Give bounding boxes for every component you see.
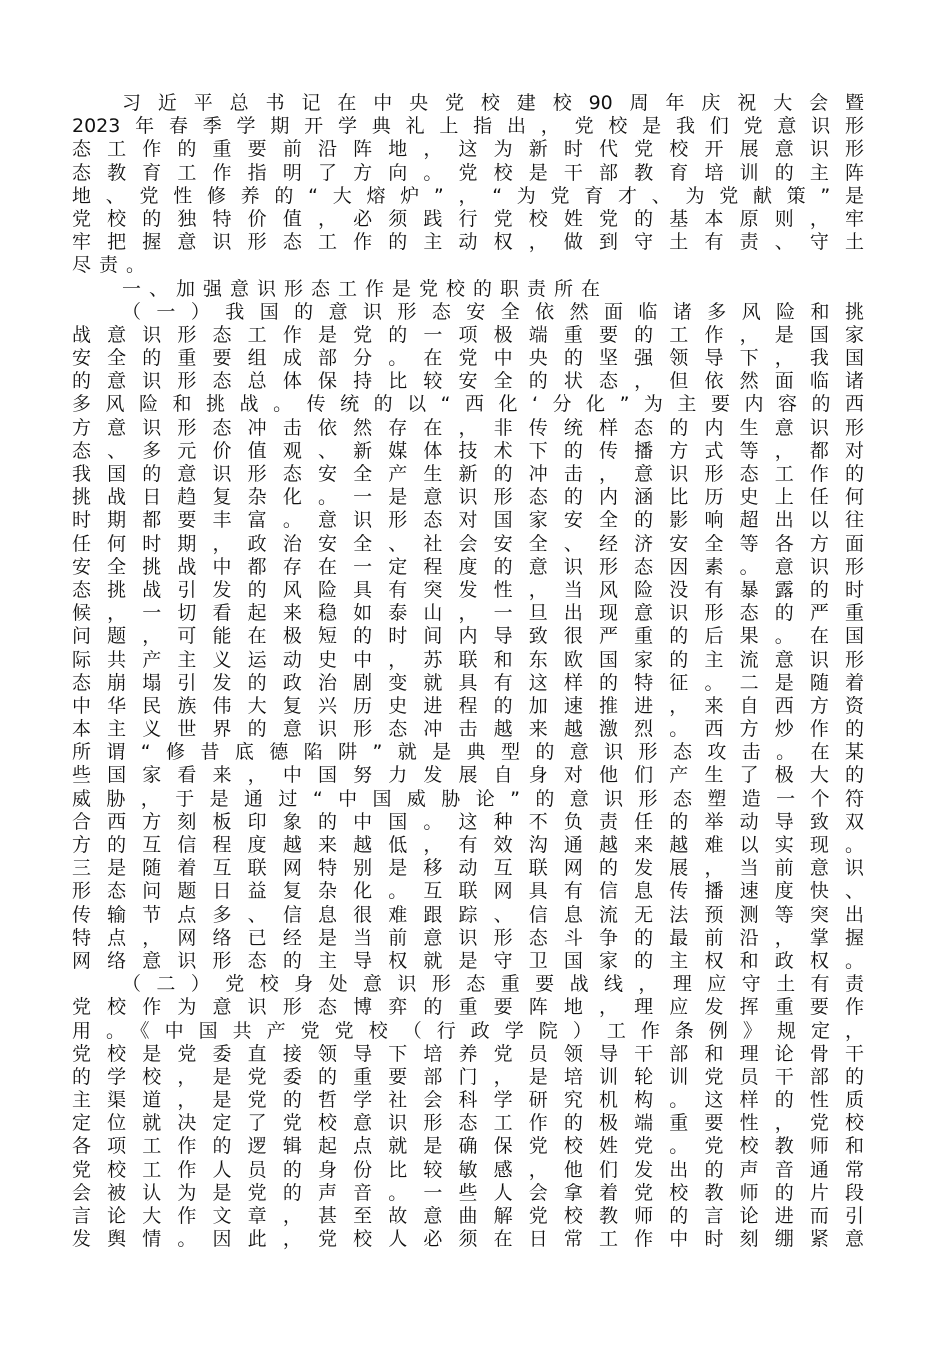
paragraph-line: 问题，可能在极短的时间内导致很严重的后果。在国: [72, 625, 864, 648]
paragraph-line: 安全挑战中都存在一定程度的意识形态因素。意识形: [72, 555, 864, 578]
paragraph-line: 本主义世界的意识形态冲击越来越激烈。西方炒作的: [72, 718, 864, 741]
paragraph-line: 态教育工作指明了方向。党校是干部教育培训的主阵: [72, 161, 864, 184]
paragraph-line: 态挑战引发的风险具有突发性，当风险没有暴露的时: [72, 578, 864, 601]
paragraph-line: 党校的独特价值，必须践行党校姓党的基本原则，牢: [72, 207, 864, 230]
paragraph-line: 用。《中国共产党党校（行政学院）工作条例》规定，: [72, 1019, 864, 1042]
paragraph-line: 主渠道，是党的哲学社会科学研究机构。这样的性质: [72, 1089, 864, 1112]
paragraph-line: 会被认为是党的声音。一些人会拿着党校教师的片段: [72, 1181, 864, 1204]
paragraph-line: 安全的重要组成部分。在党中央的坚强领导下，我国: [72, 347, 864, 370]
paragraph-line: 时期都要丰富。意识形态对国家安全的影响超出以往: [72, 509, 864, 532]
paragraph-line: 方意识形态冲击依然存在，非传统样态的内生意识形: [72, 416, 864, 439]
paragraph-line: 党校是党委直接领导下培养党员领导干部和理论骨干: [72, 1042, 864, 1065]
paragraph-line: 威胁，于是通过“中国威胁论”的意识形态塑造一个符: [72, 787, 864, 810]
paragraph-line: 各项工作的逻辑起点就是确保党校姓党。党校教师和: [72, 1135, 864, 1158]
paragraph-line: 的学校，是党委的重要部门，是培训轮训党员干部的: [72, 1065, 864, 1088]
paragraph-line: 中华民族伟大复兴历史进程的加速推进，来自西方资: [72, 694, 864, 717]
paragraph-line: 牢把握意识形态工作的主动权，做到守土有责、守土: [72, 231, 864, 254]
paragraph-line: 任何时期，政治安全、社会安全、经济安全等各方面: [72, 532, 864, 555]
paragraph-line: 2023年春季学期开学典礼上指出，党校是我们党意识形: [72, 115, 864, 138]
paragraph-line: 习近平总书记在中央党校建校90周年庆祝大会暨: [122, 92, 864, 114]
paragraph-line: 尽责。: [72, 254, 154, 277]
document-body: [72, 92, 864, 1251]
paragraph-line: 地、党性修养的“大熔炉”，“为党育才、为党献策”是: [72, 184, 864, 207]
paragraph-line: 态、多元价值观、新媒体技术下的传播方式等，都对: [72, 439, 864, 462]
paragraph-line: 多风险和挑战。传统的以“西化‘分化”为主要内容的西: [72, 393, 864, 416]
paragraph-line: 言论大作文章，甚至故意曲解党校教师的言论进而引: [72, 1205, 864, 1227]
paragraph-line: 发舆情。因此，党校人必须在日常工作中时刻绷紧意: [72, 1228, 864, 1251]
paragraph-line: 态崩塌引发的政治剧变就具有这样的特征。二是随着: [72, 671, 864, 694]
paragraph-line: 形态问题日益复杂化。互联网具有信息传播速度快、: [72, 880, 864, 903]
paragraph-line: 党校作为意识形态博弈的重要阵地，理应发挥重要作: [72, 996, 864, 1019]
paragraph-line: 传输节点多、信息很难跟踪、信息流无法预测等突出: [72, 903, 864, 926]
paragraph-line: 战意识形态工作是党的一项极端重要的工作，是国家: [72, 323, 864, 346]
paragraph-line: 定位就决定了党校意识形态工作的极端重要性，党校: [72, 1112, 864, 1135]
paragraph-line: 我国的意识形态安全产生新的冲击，意识形态工作的: [72, 463, 864, 485]
paragraph-line: 的意识形态总体保持比较安全的状态，但依然面临诸: [72, 370, 864, 393]
paragraph-line: 际共产主义运动史中，苏联和东欧国家的主流意识形: [72, 648, 864, 671]
subsection-heading: （二）党校身处意识形态重要战线，理应守土有责: [122, 973, 864, 996]
subsection-heading: （一）我国的意识形态安全依然面临诸多风险和挑: [122, 300, 864, 323]
paragraph-line: 三是随着互联网特别是移动互联网的发展，当前意识: [72, 857, 864, 880]
paragraph-line: 候，一切看起来稳如泰山，一旦出现意识形态的严重: [72, 602, 864, 625]
paragraph-line: 所谓“修昔底德陷阱”就是典型的意识形态攻击。在某: [72, 741, 864, 764]
paragraph-line: 态工作的重要前沿阵地，这为新时代党校开展意识形: [72, 138, 864, 161]
paragraph-line: 特点，网络已经是当前意识形态斗争的最前沿，掌握: [72, 926, 864, 949]
paragraph-line: 合西方刻板印象的中国。这种不负责任的举动导致双: [72, 810, 864, 833]
paragraph-line: 些国家看来，中国努力发展自身对他们产生了极大的: [72, 764, 864, 787]
paragraph-line: 党校工作人员的身份比较敏感，他们发出的声音通常: [72, 1158, 864, 1181]
paragraph-line: 方的互信程度越来越低，有效沟通越来越难以实现。: [72, 834, 864, 856]
paragraph-line: 网络意识形态的主导权就是守卫国家的主权和政权。: [72, 949, 864, 972]
section-heading: 一、加强意识形态工作是党校的职责所在: [122, 277, 609, 300]
paragraph-line: 挑战日趋复杂化。一是意识形态的内涵比历史上任何: [72, 486, 864, 509]
